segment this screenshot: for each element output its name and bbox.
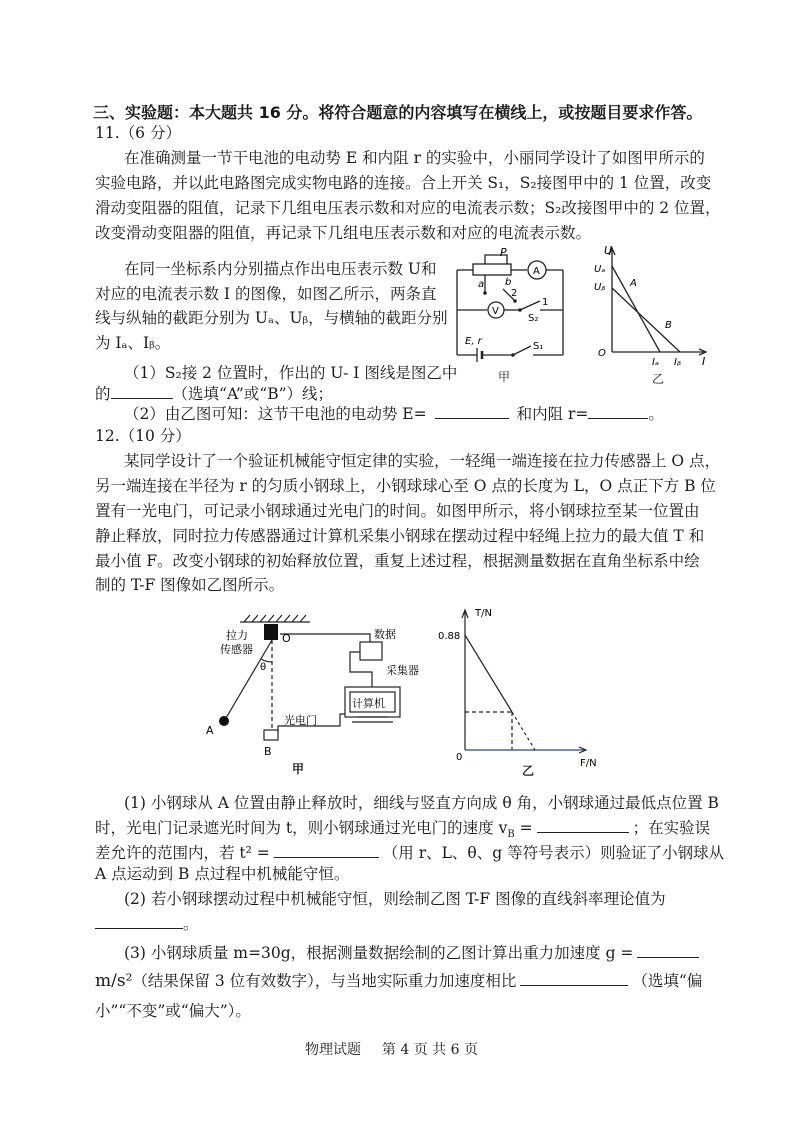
label-S1: S₁ — [533, 341, 544, 352]
q12-s3-line1 — [124, 941, 699, 966]
label-a: a — [478, 279, 485, 290]
q12-line1: 某同学设计了一个验证机械能守恒定律的实验，一轻绳一端连接在拉力传感器上 O 点， — [124, 452, 721, 470]
q12-tf-graph — [420, 600, 605, 775]
q12-s3-suffix: （选填“偏 — [632, 972, 703, 990]
q11-para2-line4: 为 Iₐ、Iᵦ。 — [95, 334, 171, 352]
ammeter-symbol-label: A — [533, 266, 540, 277]
label-IB: Iᵦ — [674, 357, 681, 368]
q12-line6: 制的 T-F 图像如乙图所示。 — [95, 576, 285, 594]
q11-sub2-prefix: （2）由乙图可知：这节干电池的电动势 E= — [124, 405, 427, 423]
q12-s2-end: 。 — [183, 915, 199, 933]
q12-line4: 静止释放，同时拉力传感器通过计算机采集小钢球在摆动过程中轻绳上拉力的最大值 T 和 — [95, 527, 705, 545]
label-F-axis: F/N — [580, 758, 597, 769]
q12-vB-subscript: B — [507, 829, 515, 841]
q11-sub1-prefix: 的 — [95, 385, 111, 403]
q11-intro-line1: 在准确测量一节干电池的电动势 E 和内阻 r 的实验中，小丽同学设计了如图甲所示的 — [124, 149, 705, 167]
q12-answer-blank-slope[interactable] — [95, 927, 183, 929]
label-T-axis: T/N — [475, 608, 492, 619]
q12-s2-line1: (2) 若小钢球摆动过程中机械能守恒，则绘制乙图 T-F 图像的直线斜率理论值为 — [124, 890, 666, 908]
voltmeter-symbol-label: V — [492, 306, 499, 317]
q12-fig-jia-caption: 甲 — [292, 762, 305, 776]
q12-s3-line2 — [95, 969, 702, 994]
q11-answer-blank-line[interactable] — [111, 397, 173, 399]
label-O: O — [282, 632, 291, 645]
footer-page-number: 第 4 页 共 6 页 — [381, 1042, 478, 1058]
q11-fig-jia-caption: 甲 — [498, 370, 511, 384]
q11-sub1-suffix: （选填“A”或“B”）线； — [172, 385, 334, 403]
q12-line5: 最小值 F。改变小钢球的初始释放位置，重复上述过程，根据测量数据在直角坐标系中绘 — [95, 552, 700, 570]
section-heading: 三、实验题：本大题共 16 分。将符合题意的内容填写在横线上，或按题目要求作答。 — [93, 103, 703, 122]
q12-answer-blank-g[interactable] — [637, 956, 699, 958]
q12-s1-line2-prefix: 时，光电门记录遮光时间为 t，则小钢球通过光电门的速度 v — [95, 819, 508, 837]
q12-s1-equals: = — [514, 819, 533, 837]
label-sensor-line1: 拉力 — [226, 629, 248, 642]
label-battery-Er: E, r — [465, 336, 482, 347]
label-I-axis: I — [702, 355, 706, 368]
label-S2: S₂ — [528, 313, 539, 324]
label-photogate: 光电门 — [284, 714, 317, 727]
q12-line2: 另一端连接在半径为 r 的匀质小钢球上，小钢球球心至 O 点的长度为 L，O 点正下方 B 位 — [95, 477, 716, 495]
q11-number: 11.（6 分） — [95, 124, 181, 142]
label-origin: O — [598, 348, 606, 359]
label-collector-line2: 采集器 — [386, 664, 419, 677]
label-B: B — [264, 745, 272, 758]
label-sensor-line2: 传感器 — [220, 643, 253, 656]
q12-s2-line2 — [95, 912, 199, 937]
label-A: A — [206, 724, 214, 737]
label-position-2: 2 — [511, 288, 518, 299]
q11-answer-blank-emf[interactable] — [435, 417, 509, 419]
q11-answer-blank-resistance[interactable] — [588, 417, 648, 419]
q11-para2-line1: 在同一坐标系内分别描点作出电压表示数 U和 — [124, 260, 437, 278]
q12-s1-line3-suffix: （用 r、L、θ、g 等符号表示）则验证了小钢球从 — [382, 844, 725, 862]
q11-sub2-end: 。 — [648, 405, 664, 423]
q12-s3-mid: （结果保留 3 位有效数字），与当地实际重力加速度相比 — [132, 972, 517, 990]
q11-ui-graph — [590, 242, 715, 367]
label-intercept-088: 0.88 — [438, 631, 461, 642]
q11-intro-line4: 改变滑动变阻器的阻值，再记录下几组电压表示数和对应的电流表示数。 — [95, 224, 592, 242]
q12-answer-blank-velocity[interactable] — [537, 831, 629, 833]
q12-line3: 置有一光电门，可记录小钢球通过光电门的时间。如图甲所示，将小钢球拉至某一位置由 — [95, 502, 700, 520]
q12-answer-blank-compare[interactable] — [520, 984, 628, 986]
label-position-1: 1 — [542, 297, 549, 308]
label-UB: Uᵦ — [594, 282, 606, 293]
q12-s1-line4: A 点运动到 B 点过程中机械能守恒。 — [95, 865, 350, 883]
q11-sub2-line — [124, 402, 664, 427]
q12-fig-yi-caption: 乙 — [522, 764, 535, 778]
label-origin-zero: 0 — [456, 752, 463, 763]
q12-s1-line1: (1) 小钢球从 A 位置由静止释放时，细线与竖直方向成 θ 角，小钢球通过最低点位置 B — [124, 794, 719, 812]
q12-pendulum-apparatus — [200, 612, 419, 762]
label-line-B: B — [665, 320, 672, 331]
label-U-axis: U — [604, 244, 613, 257]
q11-circuit-diagram — [445, 245, 585, 385]
label-UA: Uₐ — [594, 264, 606, 275]
q12-s1-line3-prefix: 差允许的范围内，若 t² = — [95, 844, 270, 862]
q11-para2-line3: 线与纵轴的截距分别为 Uₐ、Uᵦ，与横轴的截距分别 — [95, 309, 448, 327]
q11-fig-yi-caption: 乙 — [652, 372, 665, 386]
q12-s1-line2-suffix: ；在实验误 — [632, 819, 711, 837]
label-IA: Iₐ — [652, 357, 659, 368]
label-b: b — [505, 277, 512, 288]
q12-s3-prefix: (3) 小钢球质量 m=30g，根据测量数据绘制的乙图计算出重力加速度 g = — [124, 944, 634, 962]
q11-sub2-mid: 和内阻 r= — [516, 405, 589, 423]
q12-answer-blank-t-squared[interactable] — [274, 856, 379, 858]
q12-s3-line3: 小”“不变”或“偏大”）。 — [95, 1002, 251, 1020]
q11-para2-line2: 对应的电流表示数 I 的图像，如图乙所示，两条直 — [95, 285, 437, 303]
label-computer: 计算机 — [352, 697, 385, 710]
q12-number: 12.（10 分） — [95, 427, 191, 445]
q12-s3-unit: m/s² — [95, 971, 133, 991]
label-theta: θ — [260, 662, 267, 673]
label-line-A: A — [630, 278, 637, 289]
q11-intro-line3: 滑动变阻器的阻值，记录下几组电压表示数和对应的电流表示数；S₂改接图甲中的 2 位置， — [95, 199, 721, 217]
footer-subject: 物理试题 — [305, 1042, 361, 1058]
footer — [305, 1038, 478, 1063]
q11-intro-line2: 实验电路，并以此电路图完成实物电路的连接。合上开关 S₁，S₂接图甲中的 1 位置，改变 — [95, 174, 712, 192]
label-P: P — [500, 246, 507, 259]
label-collector-line1: 数据 — [374, 628, 396, 641]
q11-sub1-line1: （1）S₂接 2 位置时，作出的 U- I 图线是图乙中 — [124, 364, 458, 382]
